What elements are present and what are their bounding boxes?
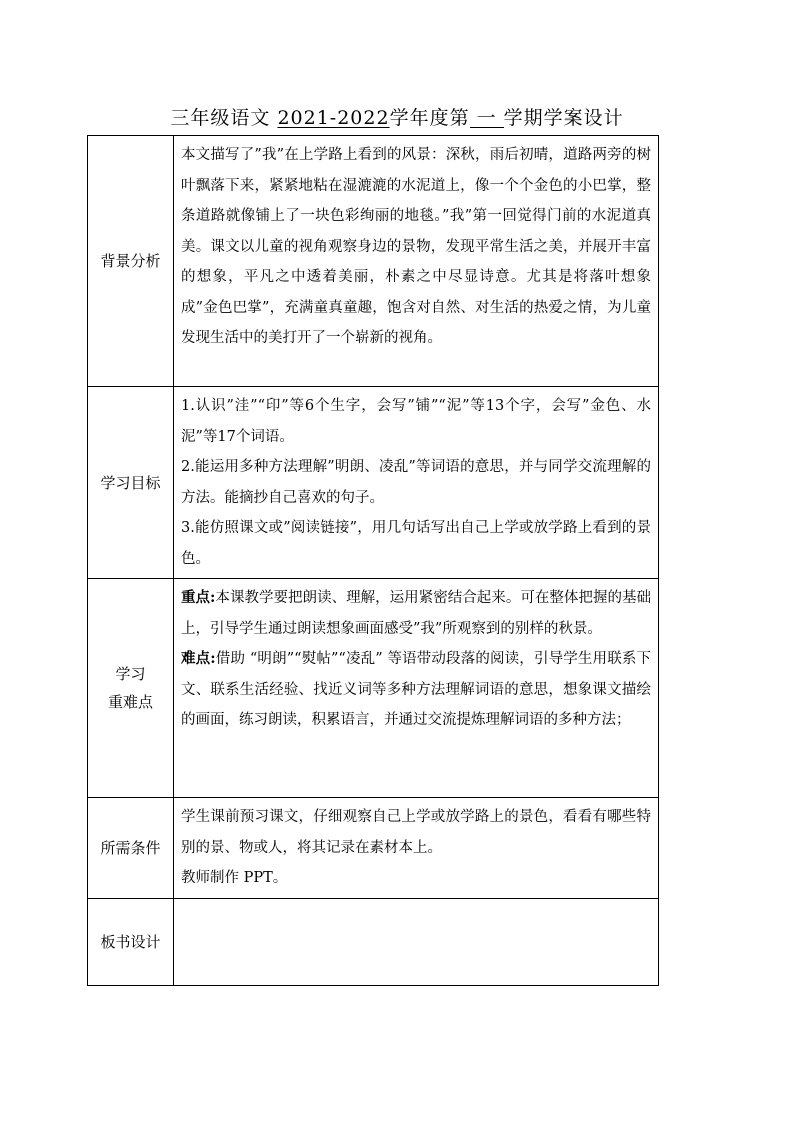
conditions-content	[174, 798, 659, 899]
key-points-label	[88, 579, 174, 798]
school-year: 2021-2022	[277, 107, 390, 129]
difficulty-paragraph	[181, 644, 651, 736]
conditions-text-2: 教师制作 PPT。	[181, 870, 288, 886]
page-title	[0, 103, 794, 130]
key-points-label-line1: 学习	[115, 665, 146, 683]
board-content	[174, 898, 659, 985]
title-suffix: 学期学案设计	[503, 107, 624, 129]
conditions-text-1: 学生课前预习课文，仔细观察自己上学或放学路上的景色，看看有哪些特别的景、物或人，将其记录在素材本上。	[181, 809, 651, 856]
table-row-key-points	[88, 579, 659, 798]
difficulty-label: 难点:	[181, 650, 216, 667]
goal-item-3: 3.能仿照课文或”阅读链接”，用几句话写出自己上学或放学路上看到的景色。	[181, 520, 651, 567]
goals-content	[174, 387, 659, 579]
focus-label: 重点:	[181, 589, 216, 606]
difficulty-text: 借助 “明朗”“熨帖”“凌乱” 等语带动段落的阅读，引导学生用联系下文、联系生活经验、找近义词等多种方法理解词语的意思，想象课文描绘的画面，练习朗读，积累语言，并通过交流提炼理解词语的多种方法；	[181, 651, 651, 728]
focus-text: 本课教学要把朗读、理解，运用紧密结合起来。可在整体把握的基础上，引导学生通过朗读想象画面感受”我”所观察到的别样的秋景。	[181, 590, 652, 637]
table-row-background	[88, 136, 659, 387]
conditions-label: 所需条件	[88, 798, 174, 899]
background-text: 本文描写了”我”在上学路上看到的风景：深秋，雨后初晴，道路两旁的树叶飘落下来，紧紧地粘在湿漉漉的水泥道上，像一个个金色的小巴掌，整条道路就像铺上了一块色彩绚丽的地毯。”我”第一回觉得门前的水泥道真美。课文以儿童的视角观察身边的景物，发现平常生活之美，并展开丰富的想象，平凡之中透着美丽，朴素之中尽显诗意。尤其是将落叶想象成”金色巴掌”，充满童真童趣，饱含对自然、对生活的热爱之情，为儿童发现生活中的美打开了一个崭新的视角。	[174, 136, 659, 387]
background-label: 背景分析	[88, 136, 174, 387]
lesson-plan-table	[87, 135, 659, 986]
focus-paragraph	[181, 583, 651, 644]
key-points-content	[174, 579, 659, 798]
goal-item-2: 2.能运用多种方法理解”明朗、凌乱”等词语的意思，并与同学交流理解的方法。能摘抄自己喜欢的句子。	[181, 459, 651, 506]
table-row-goals	[88, 387, 659, 579]
term-number: 一	[470, 109, 504, 128]
goals-label: 学习目标	[88, 387, 174, 579]
table-row-board	[88, 898, 659, 985]
board-label: 板书设计	[88, 898, 174, 985]
table-row-conditions	[88, 798, 659, 899]
goal-item-1: 1.认识”洼”“印”等6个生字，会写”铺”“泥”等13个字，会写”金色、水泥”等17个词语。	[181, 398, 651, 445]
key-points-label-line2: 重难点	[107, 693, 153, 711]
title-prefix: 三年级语文	[170, 107, 271, 129]
title-mid: 学年度第	[389, 107, 470, 129]
